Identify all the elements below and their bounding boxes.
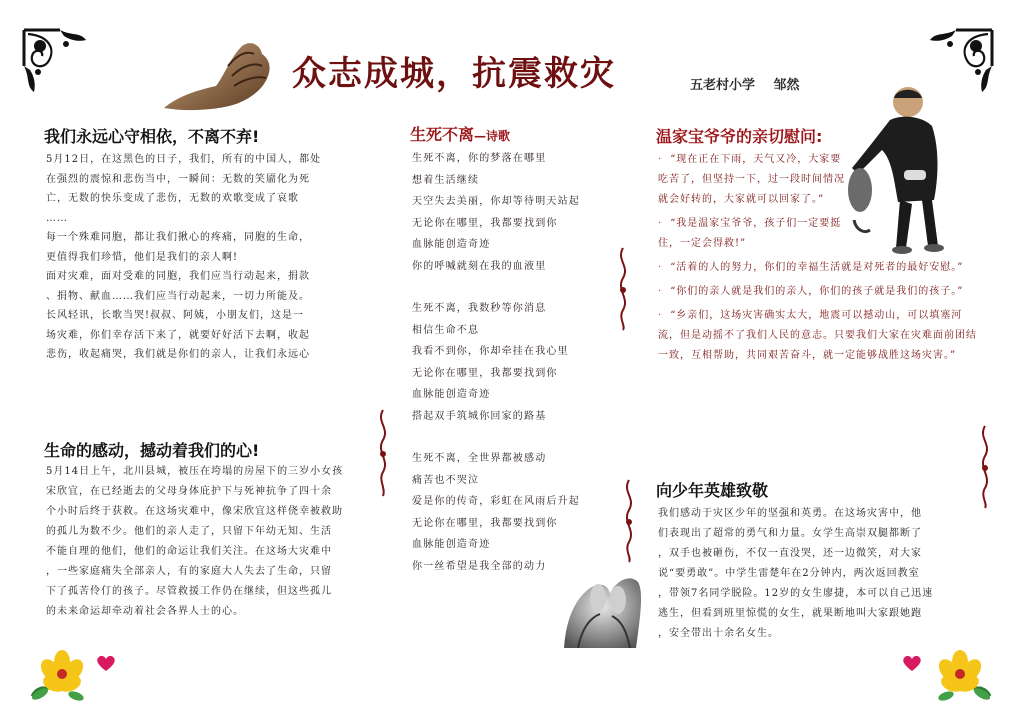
quote-item — [658, 150, 848, 210]
quote-text: “我是温家宝爷爷，孩子们一定要挺住，一定会得救!” — [658, 218, 842, 249]
bullet-dot-icon: · — [658, 286, 663, 297]
text-line: 说“要勇敢”。中学生雷楚年在2分钟内，两次返回教室 — [658, 568, 920, 579]
poem-line: 想着生活继续 — [412, 174, 480, 186]
poem-line: 无论你在哪里，我都要找到你 — [412, 517, 558, 529]
text-line: ，带领7名同学脱险。12岁的女生廖捷，本可以自己迅速 — [658, 588, 934, 599]
text-line: 个小时后终于获救。在这场灾难中，像宋欣宜这样侥幸被救助 — [46, 506, 343, 517]
byline — [690, 74, 800, 93]
heart-icon — [96, 654, 116, 672]
poem-line: 生死不离，全世界都被感动 — [412, 453, 547, 464]
poem-line: 血脉能创造奇迹 — [412, 389, 491, 400]
poem-title: 生死不离 — [410, 125, 475, 144]
heart-icon — [902, 654, 922, 672]
poem-line: 血脉能创造奇迹 — [412, 539, 491, 550]
text-line: 每一个殊难同胞，都让我们揪心的疼痛，同胞的生命， — [46, 232, 310, 243]
page-title: 众志成城，抗震救灾 — [292, 54, 616, 94]
poem-stanza — [412, 448, 622, 577]
poem-line: 无论你在哪里，我都要找到你 — [412, 367, 558, 379]
poem-body — [412, 148, 622, 598]
text-line: 悲伤，收起痛哭，我们就是你们的亲人，让我们永远心 — [46, 349, 310, 360]
text-line: 的未来命运却牵动着社会各界人士的心。 — [46, 606, 244, 617]
text-line: 的孤儿为数不少。他们的亲人走了，只留下年幼无知、生活 — [46, 526, 332, 537]
poem-line: 相信生命不息 — [412, 324, 480, 336]
poem-subtitle: —诗歌 — [474, 129, 511, 143]
poem-line: 你一丝希望是我全部的动力 — [412, 560, 547, 572]
text-line: …… — [46, 212, 68, 224]
folded-hands-icon — [158, 36, 276, 114]
quote-item — [658, 282, 978, 302]
premier-quotes — [658, 150, 978, 370]
poem-line: 搭起双手筑城你回家的路基 — [412, 410, 547, 422]
author-name: 邹然 — [773, 78, 800, 93]
swirl-divider-icon — [976, 424, 994, 510]
quote-item — [658, 306, 978, 366]
bullet-dot-icon: · — [658, 262, 663, 273]
text-line: 场灾难，你们幸存活下来了，就要好好活下去啊，收起 — [46, 329, 310, 341]
floral-corner-icon — [20, 26, 92, 98]
hibiscus-flower-icon — [936, 646, 996, 706]
section-heading-heroes: 向少年英雄致敬 — [656, 481, 769, 500]
text-line: 下了孤苦伶仃的孩子。尽管救援工作仍在继续，但这些孤儿 — [46, 586, 332, 597]
section-heading-premier: 温家宝爷爷的亲切慰问: — [656, 127, 823, 146]
section-body-solidarity — [46, 150, 366, 365]
text-line: 宋欣宜，在已经逝去的父母身体庇护下与死神抗争了四十余 — [46, 486, 332, 497]
hibiscus-flower-icon — [26, 646, 86, 706]
text-line: 面对灾难，面对受难的同胞，我们应当行动起来，捐款 — [46, 271, 310, 282]
bullet-dot-icon: · — [658, 310, 663, 321]
text-line: ，一些家庭痛失全部亲人，有的家庭大人失去了生命，只留 — [46, 566, 332, 577]
poem-line: 爱是你的传奇，彩虹在风雨后升起 — [412, 496, 580, 507]
text-line: 不能自理的他们，他们的命运让我们关注。在这场大灾难中 — [46, 546, 332, 557]
baby-feet-icon — [560, 568, 644, 652]
section-body-heroes — [658, 504, 988, 644]
quote-text: “活着的人的努力，你们的幸福生活就是对死者的最好安慰。” — [670, 262, 964, 273]
text-line: 5月14日上午，北川县城，被压在垮塌的房屋下的三岁小女孩 — [46, 466, 344, 477]
quote-item — [658, 258, 978, 278]
quote-text: “现在正在下雨，天气又冷，大家要吃苦了，但坚持一下，过一段时间情况就会好转的，大家就可以回家了。” — [658, 154, 845, 205]
text-line: 、捐物、献血……我们应当行动起来，一切力所能及。 — [46, 290, 310, 302]
poem-heading — [410, 122, 510, 145]
school-name: 五老村小学 — [690, 78, 756, 93]
poem-line: 无论你在哪里，我都要找到你 — [412, 217, 558, 229]
quote-text: “你们的亲人就是我们的亲人，你们的孩子就是我们的孩子。” — [670, 286, 964, 297]
bullet-dot-icon: · — [658, 154, 663, 165]
bullet-dot-icon: · — [658, 218, 663, 229]
poem-line: 我看不到你，你却牵挂在我心里 — [412, 346, 569, 357]
section-heading-solidarity: 我们永远心守相依，不离不弃! — [44, 127, 260, 146]
text-line: 在强烈的震惊和悲伤当中，一瞬间：无数的笑靥化为死 — [46, 173, 310, 185]
poem-line: 生死不离，你的梦落在哪里 — [412, 153, 547, 164]
text-line: 逃生，但看到班里惊慌的女生，就果断地叫大家跟她跑 — [658, 608, 922, 619]
poem-line: 天空失去美丽，你却等待明天站起 — [412, 196, 580, 207]
text-line: 亡，无数的快乐变成了悲伤，无数的欢歌变成了哀歌 — [46, 193, 299, 204]
poem-line: 你的呼喊就刻在我的血液里 — [412, 260, 547, 272]
text-line: 我们感动于灾区少年的坚强和英勇。在这场灾害中，他 — [658, 508, 922, 519]
text-line: ，双手也被砸伤，不仅一直没哭，还一边微笑，对大家 — [658, 548, 922, 559]
swirl-divider-icon — [374, 408, 392, 498]
text-line: ，安全带出十余名女生。 — [658, 628, 779, 639]
text-line: 长风轻讯，长歌当哭!叔叔、阿姨，小朋友们，这是一 — [46, 310, 305, 321]
poem-stanza — [412, 148, 622, 277]
poem-line: 血脉能创造奇迹 — [412, 239, 491, 250]
poem-line: 痛苦也不哭泣 — [412, 474, 480, 486]
quote-item — [658, 214, 848, 254]
text-line: 更值得我们珍惜，他们是我们的亲人啊! — [46, 251, 239, 263]
quote-text: “乡亲们，这场灾害确实太大，地震可以撼动山，可以填塞河流，但是动摇不了我们人民的意志。只要我们大家在灾难面前团结一致，互相帮助，共同艰苦奋斗，就一定能够战胜这场灾害。” — [658, 310, 977, 361]
poem-line: 生死不离，我数秒等你消息 — [412, 303, 547, 314]
section-heading-touching: 生命的感动，撼动着我们的心! — [44, 441, 260, 460]
swirl-divider-icon — [620, 478, 638, 564]
text-line: 们表现出了超常的勇气和力量。女学生高崇双腿都断了 — [658, 528, 922, 539]
text-line: 5月12日，在这黑色的日子，我们，所有的中国人，都处 — [46, 154, 322, 165]
poem-stanza — [412, 298, 622, 427]
section-body-touching — [46, 462, 370, 622]
